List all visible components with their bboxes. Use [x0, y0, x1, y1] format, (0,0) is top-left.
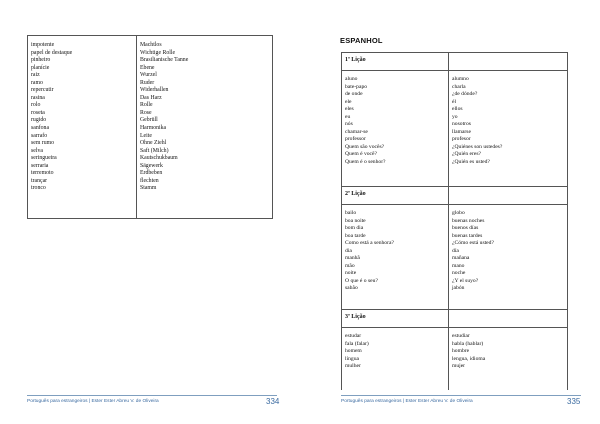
lesson-word-es: buenas noches — [452, 217, 485, 224]
lesson-word-es: ¿Cómo está usted? — [452, 240, 494, 246]
lesson-word-es: buenas tardes — [452, 232, 483, 239]
lesson-word-pt: noite — [345, 270, 357, 276]
lesson-word-es: lengua, idioma — [452, 355, 486, 362]
vocab-word-pt: planície — [31, 64, 50, 71]
vocab-word-de: Rose — [140, 109, 152, 116]
lesson-word-pt: eles — [345, 106, 354, 112]
lesson-word-es: ¿Quién eres? — [452, 151, 482, 157]
lesson-word-es: mañana — [452, 255, 470, 261]
lesson-header-blank — [449, 310, 567, 327]
lesson-word-es: habla (hablar) — [452, 340, 484, 347]
vocab-word-pt: tronco — [31, 185, 46, 192]
lesson-word-es: profesor — [452, 136, 471, 142]
lesson-word-pt: manhã — [345, 255, 360, 261]
lesson-word-pt: aluno — [345, 76, 358, 82]
lesson-word-pt: língua — [345, 355, 359, 362]
lesson-word-es: jabón — [452, 285, 465, 291]
vocab-word-pt: sanfona — [31, 125, 50, 132]
page-footer — [341, 395, 581, 410]
vocab-word-de: flechten — [140, 177, 159, 184]
vocab-word-pt: seringueira — [31, 155, 57, 162]
lesson-word-pt: bailo — [345, 210, 357, 216]
vocab-word-pt: selva — [31, 147, 43, 154]
lesson-word-pt: sabão — [345, 285, 358, 291]
lesson-word-es: ¿Quién es usted? — [452, 158, 490, 165]
lesson-heading: 3ª Lição — [342, 310, 449, 327]
vocab-word-de: Saft (Milch) — [140, 147, 169, 154]
lesson-word-pt: nós — [345, 121, 353, 127]
lesson-word-es: llamarse — [452, 128, 471, 135]
lesson-word-pt: ele — [345, 98, 352, 105]
vocab-word-de: Stamm — [140, 185, 157, 192]
vocab-word-de: Brasilianische Tanne — [140, 57, 189, 64]
lesson-header — [342, 53, 567, 71]
vocab-word-de: Machtlos — [140, 42, 162, 48]
vocab-word-pt: rugido — [31, 117, 47, 124]
vocab-word-de: Das Harz — [140, 94, 162, 101]
vocab-word-de: Ruder — [140, 79, 155, 86]
vocab-word-de: Ebene — [140, 64, 155, 71]
vocab-word-pt: ramo — [31, 79, 43, 86]
vocab-word-pt: roseta — [31, 109, 45, 116]
page-number: 334 — [266, 397, 280, 406]
portuguese-column — [28, 36, 137, 218]
lesson-word-es: charla — [452, 83, 466, 90]
vocab-word-pt: raiz — [31, 72, 40, 79]
footer-credit: Português para estrangeiros | Ester Ester Abreu V. de Oliveira — [27, 399, 159, 404]
vocab-word-de: Widerhallen — [140, 87, 169, 94]
page-footer — [27, 395, 280, 410]
lesson-word-es: globo — [452, 210, 465, 216]
lesson-word-pt: boa tarde — [345, 232, 366, 239]
lesson-word-pt: mulher — [345, 363, 361, 369]
section-title: ESPANHOL — [340, 36, 383, 45]
vocab-word-pt: rolo — [31, 102, 41, 109]
lesson-word-es: buenos días — [452, 225, 479, 231]
lesson-heading: 2ª Lição — [342, 187, 449, 204]
spanish-column — [449, 205, 567, 310]
vocab-word-de: Ohne Ziehl — [140, 140, 167, 147]
vocabulary-table-portuguese-german — [27, 35, 273, 219]
vocab-word-de: Leite — [140, 132, 152, 139]
lesson-word-es: alumno — [452, 76, 469, 82]
vocab-word-pt: trançar — [31, 177, 48, 184]
footer-credit: Português para estrangeiros | Ester Ester Abreu V. de Oliveira — [341, 399, 473, 404]
lesson-word-pt: boa noite — [345, 217, 366, 224]
german-column — [137, 36, 272, 218]
lesson-word-pt: estudar — [345, 333, 362, 339]
vocab-word-pt: sarrafo — [31, 132, 48, 139]
lessons-table — [341, 52, 568, 390]
lesson-body — [342, 71, 567, 187]
lesson-body — [342, 205, 567, 310]
lesson-word-pt: professor — [345, 136, 366, 142]
lesson-word-pt: bom dia — [345, 225, 364, 231]
lesson-word-es: ellos — [452, 106, 463, 112]
lesson-body — [342, 328, 567, 390]
portuguese-column — [342, 328, 449, 390]
vocab-word-de: Rolle — [140, 102, 153, 109]
lesson-word-pt: mão — [345, 262, 355, 269]
lesson-word-es: día — [452, 247, 459, 254]
lesson-word-pt: O que é o seu? — [345, 277, 378, 284]
vocab-word-pt: rasina — [31, 94, 45, 101]
lesson-word-es: ¿Quiénes son ustedes? — [452, 143, 503, 150]
lesson-block — [342, 53, 567, 187]
lesson-block — [342, 187, 567, 310]
page-number: 335 — [567, 397, 581, 406]
lesson-word-es: mujer — [452, 363, 466, 369]
lesson-header-blank — [449, 187, 567, 204]
lesson-word-pt: Quem é você? — [345, 151, 377, 157]
vocab-word-pt: terremoto — [31, 170, 54, 177]
lesson-word-es: yo — [452, 113, 458, 120]
lesson-word-es: mano — [452, 262, 465, 269]
lesson-header — [342, 310, 567, 328]
vocab-word-de: Sägewerk — [140, 162, 163, 169]
spanish-column — [449, 328, 567, 390]
vocab-word-pt: papel de destaque — [31, 49, 73, 56]
vocab-word-de: Wurzel — [140, 72, 157, 79]
vocab-word-de: Harmonika — [140, 125, 167, 132]
vocab-word-pt: impotente — [31, 42, 55, 48]
lesson-word-pt: eu — [345, 113, 351, 120]
lesson-word-pt: chamar-se — [345, 128, 368, 135]
lesson-header-blank — [449, 53, 567, 70]
lesson-word-pt: bate-papo — [345, 83, 368, 90]
vocab-word-pt: repercutir — [31, 87, 54, 94]
lesson-word-pt: fala (falar) — [345, 340, 369, 347]
lesson-word-pt: Como está a senhora? — [345, 240, 394, 246]
lesson-word-es: él — [452, 98, 457, 105]
lesson-header — [342, 187, 567, 205]
lesson-block — [342, 310, 567, 390]
lesson-word-pt: Quem são vocês? — [345, 143, 385, 150]
lesson-word-es: hombre — [452, 348, 470, 354]
right-page — [300, 0, 600, 424]
lesson-word-es: ¿Y el suyo? — [452, 277, 479, 284]
lesson-word-es: nosotros — [452, 121, 471, 127]
vocab-word-pt: pinheiro — [31, 57, 51, 64]
portuguese-column — [342, 205, 449, 310]
lesson-word-pt: dia — [345, 247, 352, 254]
vocab-word-de: Wichtige Rolle — [140, 49, 176, 56]
lesson-word-pt: Quem é o senhor? — [345, 158, 386, 165]
vocab-word-de: Gebrüll — [140, 117, 158, 124]
spanish-column — [449, 71, 567, 187]
lesson-word-pt: homem — [345, 348, 362, 354]
portuguese-column — [342, 71, 449, 187]
vocab-word-pt: sem rumo — [31, 140, 55, 147]
lesson-word-pt: de onde — [345, 91, 363, 97]
vocab-word-de: Kautschukbaum — [140, 155, 178, 162]
vocab-word-pt: serraria — [31, 162, 49, 169]
lesson-word-es: noche — [452, 270, 466, 276]
lesson-heading: 1ª Lição — [342, 53, 449, 70]
lesson-word-es: estudiar — [452, 333, 470, 339]
lesson-word-es: ¿de dónde? — [452, 91, 478, 97]
vocab-word-de: Erdbeben — [140, 170, 163, 177]
